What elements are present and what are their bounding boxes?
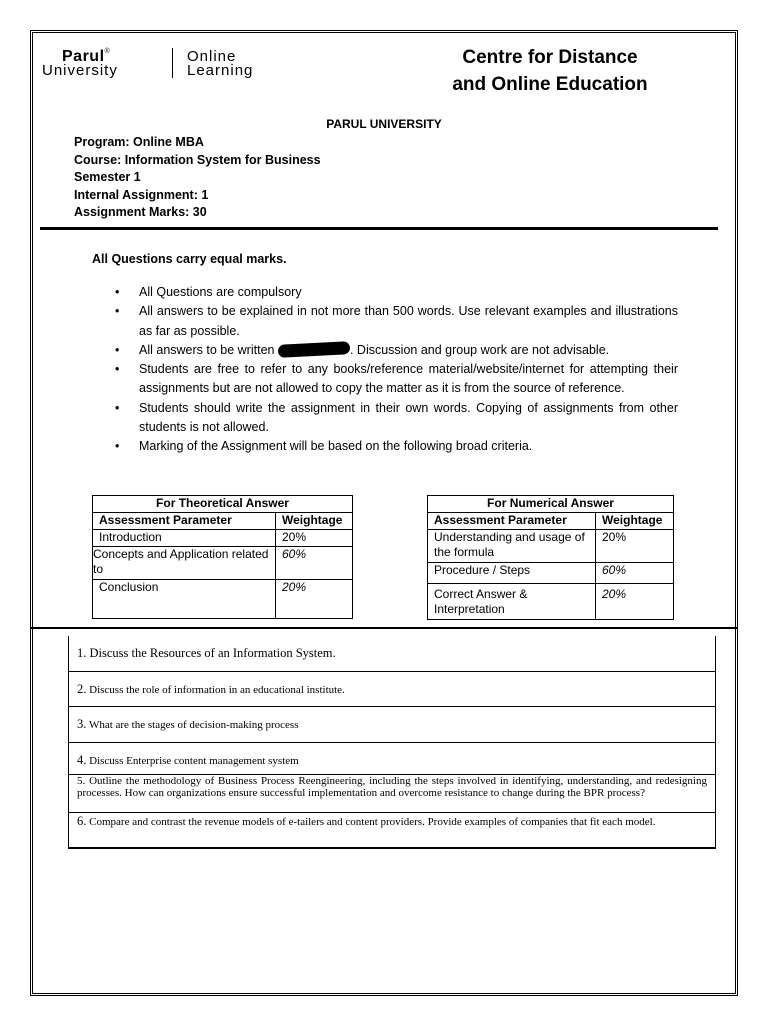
centre-title: Centre for Distance and Online Education bbox=[452, 47, 648, 95]
table-cell: 20% bbox=[596, 529, 674, 562]
numerical-criteria-table bbox=[427, 495, 674, 620]
logo-divider bbox=[172, 48, 173, 78]
table-cell: 20% bbox=[596, 583, 674, 619]
bullet-icon: • bbox=[115, 400, 120, 415]
question-3: 3. What are the stages of decision-making process bbox=[69, 707, 715, 743]
instructions-list bbox=[112, 283, 678, 457]
table-cell: 60% bbox=[596, 562, 674, 583]
redaction-scribble bbox=[278, 341, 351, 358]
table-cell: Understanding and usage of the formula bbox=[428, 529, 596, 562]
column-header: Weightage bbox=[276, 513, 353, 530]
bullet-icon: • bbox=[115, 285, 120, 299]
equal-marks-note: All Questions carry equal marks. bbox=[92, 252, 287, 266]
program: Program: Online MBA bbox=[74, 135, 204, 149]
logo-university-text: University bbox=[42, 62, 118, 79]
question-1: 1. Discuss the Resources of an Information System. bbox=[69, 636, 715, 672]
questions-list bbox=[68, 636, 716, 849]
instruction-item: • All answers to be explained in not more than 500 words. Use relevant examples and illustrations as far as possible. bbox=[115, 304, 678, 338]
theoretical-criteria-table bbox=[92, 495, 353, 619]
question-5: 5. Outline the methodology of Business Process Reengineering, including the steps involved in identifying, understanding, and redesigning processes. How can organizations ensure successful implementation and overcome resistance to change during the BPR process? bbox=[69, 775, 715, 813]
semester: Semester 1 bbox=[74, 170, 141, 184]
instruction-item: • All Questions are compulsory bbox=[112, 283, 678, 302]
assignment-meta bbox=[74, 134, 321, 222]
logo-parul-text: Parul® bbox=[62, 48, 111, 65]
section-divider bbox=[30, 627, 738, 629]
column-header: Weightage bbox=[596, 513, 674, 530]
question-2: 2. Discuss the role of information in an educational institute. bbox=[69, 672, 715, 707]
internal-assignment: Internal Assignment: 1 bbox=[74, 187, 209, 202]
question-6: 6. Compare and contrast the revenue models of e-tailers and content providers. Provide examples of companies that fit each model. bbox=[69, 813, 715, 848]
table-caption: For Theoretical Answer bbox=[93, 496, 353, 513]
university-heading: PARUL UNIVERSITY bbox=[326, 117, 442, 131]
table-cell: 20% bbox=[276, 529, 353, 546]
assignment-marks: Assignment Marks: 30 bbox=[74, 205, 207, 219]
instruction-item: • Students should write the assignment in their own words. Copying of assignments from other students is not allowed. bbox=[115, 400, 678, 435]
instruction-item: • All answers to be written . Discussion and group work are not advisable. bbox=[112, 341, 678, 360]
column-header: Assessment Parameter bbox=[428, 513, 596, 530]
logo-online-text: Online bbox=[187, 48, 237, 65]
table-cell: 60% bbox=[276, 546, 353, 579]
table-cell: 20% bbox=[276, 579, 353, 618]
bullet-icon: • bbox=[115, 304, 120, 319]
table-cell: Correct Answer & Interpretation bbox=[428, 583, 596, 619]
bullet-icon: • bbox=[115, 439, 120, 454]
instruction-item: • Marking of the Assignment will be based on the following broad criteria. bbox=[112, 437, 678, 456]
table-cell: Procedure / Steps bbox=[428, 562, 596, 583]
table-cell: Conclusion bbox=[93, 579, 276, 618]
table-cell: Concepts and Application related to bbox=[93, 546, 276, 579]
instruction-item: • Students are free to refer to any books/reference material/website/internet for attempting their assignments but are not allowed to copy the matter as it is from the source of reference. bbox=[115, 362, 678, 396]
question-4: 4. Discuss Enterprise content management system bbox=[69, 743, 715, 775]
logo-learning-text: Learning bbox=[187, 62, 254, 79]
table-cell: Introduction bbox=[93, 529, 276, 546]
bullet-icon: • bbox=[115, 342, 120, 357]
header-divider bbox=[40, 227, 718, 230]
bullet-icon: • bbox=[115, 362, 120, 377]
column-header: Assessment Parameter bbox=[93, 513, 276, 530]
course: Course: Information System for Business bbox=[74, 152, 321, 167]
table-caption: For Numerical Answer bbox=[428, 496, 674, 513]
